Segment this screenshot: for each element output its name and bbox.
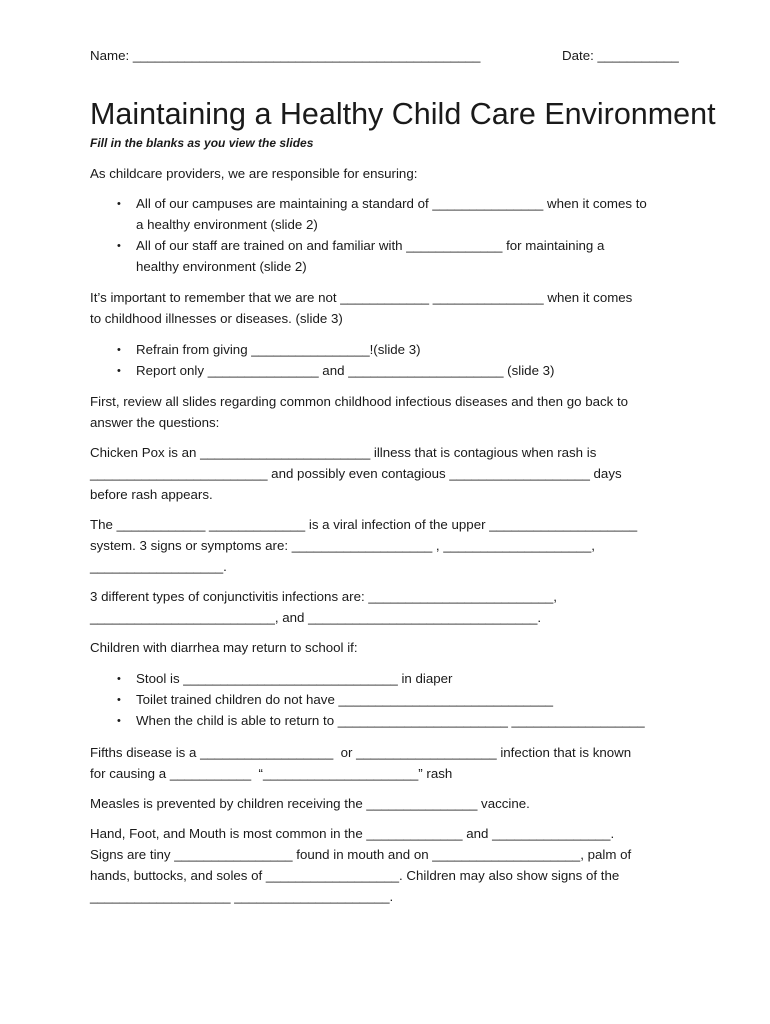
paragraph-line: hands, buttocks, and soles of __________________. Children may also show signs of the: [90, 868, 620, 883]
bullet-icon: •: [117, 715, 121, 727]
paragraph-line: It’s important to remember that we are not ____________ _______________ when it comes: [90, 290, 633, 305]
paragraph-line: _________________________, and _______________________________.: [90, 610, 542, 625]
paragraph-line: Signs are tiny ________________ found in mouth and on ____________________, palm of: [90, 847, 632, 862]
paragraph-line: Children with diarrhea may return to school if:: [90, 640, 358, 655]
bullet-line: All of our campuses are maintaining a standard of _______________ when it comes to: [136, 196, 647, 211]
bullet-line: Report only _______________ and _____________________ (slide 3): [136, 363, 555, 378]
paragraph-line: ________________________ and possibly even contagious ___________________ days: [90, 466, 622, 481]
paragraph-line: ___________________ _____________________.: [90, 889, 394, 904]
paragraph-line: Measles is prevented by children receiving the _______________ vaccine.: [90, 796, 530, 811]
name-field: Name: _______________________________________________: [90, 48, 481, 63]
bullet-line: Toilet trained children do not have _____________________________: [136, 692, 553, 707]
paragraph-line: Chicken Pox is an _______________________ illness that is contagious when rash is: [90, 445, 597, 460]
paragraph-line: __________________.: [90, 559, 227, 574]
bullet-icon: •: [117, 365, 121, 377]
bullet-line: Stool is _____________________________ in diaper: [136, 671, 453, 686]
page-subtitle: Fill in the blanks as you view the slides: [90, 136, 314, 150]
intro-line: As childcare providers, we are responsible for ensuring:: [90, 166, 418, 181]
paragraph-line: Fifths disease is a __________________ or ___________________ infection that is known: [90, 745, 632, 760]
bullet-line: When the child is able to return to _______________________ __________________: [136, 713, 645, 728]
paragraph-line: system. 3 signs or symptoms are: ___________________ , ____________________,: [90, 538, 595, 553]
date-field: Date: ___________: [562, 48, 679, 63]
bullet-line: healthy environment (slide 2): [136, 259, 307, 274]
bullet-icon: •: [117, 198, 121, 210]
paragraph-line: for causing a ___________ “_____________________” rash: [90, 766, 453, 781]
paragraph-line: 3 different types of conjunctivitis infections are: _________________________,: [90, 589, 557, 604]
bullet-icon: •: [117, 344, 121, 356]
bullet-line: All of our staff are trained on and familiar with _____________ for maintaining a: [136, 238, 605, 253]
paragraph-line: The ____________ _____________ is a viral infection of the upper ____________________: [90, 517, 638, 532]
bullet-line: Refrain from giving ________________!(slide 3): [136, 342, 421, 357]
paragraph-line: Hand, Foot, and Mouth is most common in the _____________ and ________________.: [90, 826, 615, 841]
bullet-icon: •: [117, 673, 121, 685]
paragraph-line: answer the questions:: [90, 415, 220, 430]
paragraph-line: before rash appears.: [90, 487, 213, 502]
page-title: Maintaining a Healthy Child Care Environment: [90, 97, 716, 131]
bullet-icon: •: [117, 694, 121, 706]
bullet-icon: •: [117, 240, 121, 252]
paragraph-line: to childhood illnesses or diseases. (slide 3): [90, 311, 343, 326]
paragraph-line: First, review all slides regarding common childhood infectious diseases and then go back to: [90, 394, 629, 409]
bullet-line: a healthy environment (slide 2): [136, 217, 318, 232]
